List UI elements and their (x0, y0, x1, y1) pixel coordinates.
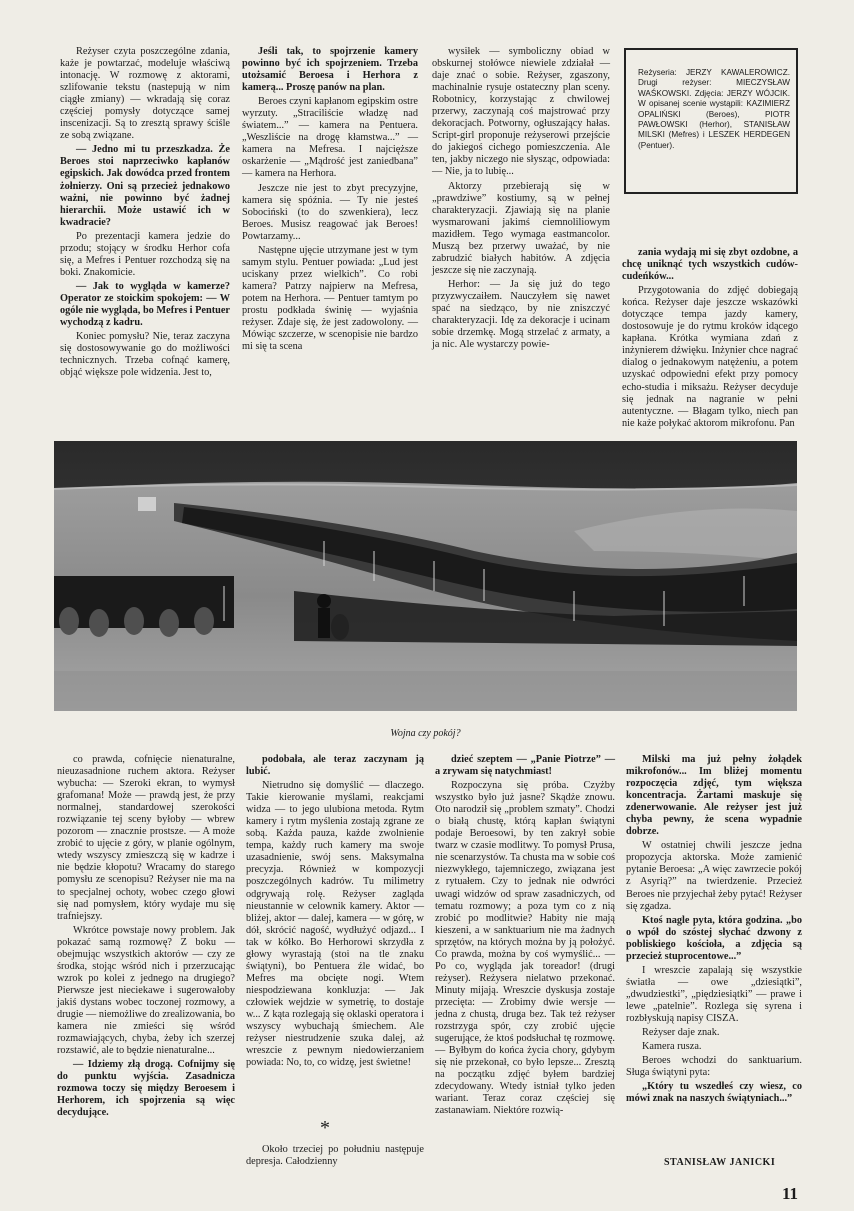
paragraph: Koniec pomysłu? Nie, teraz zaczyna się dostosowywanie go do możliwości technicznych. Trzeba cofnąć kamerę, objąć większe pole widzenia. Jest to, (60, 331, 230, 379)
article-column-2 (242, 46, 418, 416)
paragraph: podobała, ale teraz zaczynam ją lubić. (246, 754, 424, 778)
article-column-5 (57, 754, 235, 1171)
paragraph: Aktorzy przebierają się w „prawdziwe” kostiumy, są w pełnej charakteryzacji. Zjawiają się na planie wysmarowani jakimś ciemnoliliowym mazidłem. Tego wymaga eastmancolor. Muszą bez przerwy uważać, by nie zabrudzić białych habitów. A zdjęcia jeszcze się nie zaczynają. (432, 180, 610, 276)
photo-caption: Wojna czy pokój? (390, 728, 461, 739)
paragraph: Po prezentacji kamera jedzie do przodu; stojący w środku Herhor cofa się, a Mefres i Pentuer rozchodzą się na boki. Znakomicie. (60, 230, 230, 278)
credits-box: Reżyseria: JERZY KAWALEROWICZ. Drugi reżyser: MIECZYSŁAW WAŚKOWSKI. Zdjęcia: JERZY WÓJCIK. W opisanej scenie wystąpili: KAZIMIERZ OPALIŃSKI (Beroes), PIOTR PAWŁOWSKI (Herhor), STANISŁAW MILSKI (Mefres) i LESZEK HERDEGEN (Pentuer). (624, 48, 798, 194)
paragraph: Beroes czyni kapłanom egipskim ostre wyrzuty. „Straciliście władzę nad światem...” — kamera na Pentuera. „Weszliście na drogę kłamstwa...” — kamera na Mefresa. I najcięższe oskarżenie — „Mądrość jest zaniedbana” — kamera na Herhora. (242, 96, 418, 180)
paragraph: Około trzeciej po południu następuje depresja. Całodzienny (246, 1144, 424, 1168)
article-column-8 (626, 754, 802, 1171)
paragraph: Reżyser daje znak. (642, 1027, 720, 1039)
film-still-photo (54, 441, 797, 711)
article-column-1 (60, 46, 230, 391)
paragraph: Reżyser czyta poszczególne zdania, każe je powtarzać, modeluje właściwą intonację. W rozmowę z aktorami, szlifowanie tekstu (nastepują w nim ciągłe zmiany) — wkradają się coraz częściej pomysły dotyczące samej inscenizacji. Są to zresztą sprawy ściśle ze sobą związane. (60, 46, 230, 142)
paragraph: — Idziemy złą drogą. Cofnijmy się do punktu wyjścia. Zasadnicza rozmowa toczy się między Beroesem i Herhorem, ich spojrzenia są więc decydujące. (57, 1059, 235, 1119)
paragraph: Nietrudno się domyślić — dlaczego. Takie kierowanie myślami, reakcjami widza — to jego ulubiona metoda. Rytm kamery i rytm myślenia zostają zgrane ze sobą. Każda pauza, każde zwolnienie tempa, każdy ruch kamery ma swoje uzasadnienie, swój sens. Maksymalna precyzja. Również w kompozycji poszczególnych kadrów. Tu milimetry odgrywają rolę. Reżyser zagląda nieustannie w celownik kamery. Aktor — bliżej, aktor — dalej, kamera — w górę, w dół, skrócić nagość, wydłużyć odjazd... I tak w kółko. Bo Herhorowi skrzydła z głowy wyrastają (stoi na tle znaku świątyni), bo Pentuera źle widać, bo Mefres ma obcięte nogi. Wtem niespodziewana konkluzja: — Jak człowiek wejdzie w symetrię, to dostaje w... Z kąta rozlegają się oklaski operatora i wszyscy wybuchają śmiechem. Ale reżyser niestrudzenie szuka dalej, aż wreszcie z pewnym niedowierzaniem powiada: No, to, co widzę, jest świetne! (246, 780, 424, 1069)
paragraph: Kamera rusza. (642, 1041, 702, 1053)
paragraph: Wkrótce powstaje nowy problem. Jak pokazać samą rozmowę? Z boku — obejmując wszystkich aktorów — czy ze środka, stojąc wśród nich i przerzucając wzrok po kolei z jednego na drugiego? Pierwsze jest nieciekawe i sugerowałoby jakiś dystans wobec toczonej rozmowy, a drugie — niemożliwe do zrealizowania, bo kamera nie zmieści się wśród rozmawiających, chyba, żeby ich szerzej rozstawić, ale to będzie nienaturalne... (57, 924, 235, 1057)
article-column-4 (622, 247, 798, 429)
section-break-asterisk: * (320, 1117, 330, 1139)
paragraph: W ostatniej chwili jeszcze jedna propozycja aktorska. Może zamienić pytanie Beroesa: „A więc zawrzecie pokój z Asyrią?” na twierdzenie. Przecież Beroes nie przyjechał żeby pytać! Reżyser się zgadza. (626, 840, 802, 912)
article-column-3 (432, 46, 610, 421)
paragraph: — Jak to wygląda w kamerze? Operator ze stoickim spokojem: — W ogóle nie wygląda, bo Mefres i Pentuer wychodzą z kadru. (60, 280, 230, 329)
paragraph: Przygotowania do zdjęć dobiegają końca. Reżyser daje jeszcze wskazówki dotyczące tempa jazdy kamery, dostosowuje je do rytmu kroków idącego kapłana. Krótka wymiana zdań z inżynierem dźwięku. Inżynier chce nagrać dialog o jednakowym natężeniu, a potem uzyskać odpowiedni efekt przy pomocy echo-studia i miksażu. Reżyser decyduje się jednak na nagranie w pełni autentyczne. — Błagam tylko, niech pan nie każe połykać aktorom mikrofonu. Pan (622, 285, 798, 429)
paragraph: Następne ujęcie utrzymane jest w tym samym stylu. Pentuer powiada: „Lud jest uciskany przez wielkich”. Co robi kamera? Patrzy najpierw na Mefresa, potem na Herhora. — Pentuer tamtym po prostu podkłada świnię — wyjaśnia reżyser. Zdaje się, że jest zadowolony. — Mówiąc szczerze, w scenopisie nie bardzo mi się ta scena (242, 244, 418, 353)
paragraph: Jeszcze nie jest to zbyt precyzyjne, kamera się spóźnia. — Ty nie jesteś Sobociński (to do szwenkiera), lecz Beroes. Musisz reagować jak Beroes! Powtarzamy... (242, 182, 418, 242)
paragraph: zania wydają mi się zbyt ozdobne, a chcę uniknąć tych wszystkich cudów-cudeńków... (622, 247, 798, 283)
paragraph: — Jedno mi tu przeszkadza. Że Beroes stoi naprzeciwko kapłanów egipskich. Jak dowódca przed frontem żołnierzy. Oni są przecież jednakowo ważni, nie powinno być żadnej hierarchii. Może ustawić ich w kwadracie? (60, 144, 230, 228)
page-number: 11 (782, 1184, 799, 1203)
paragraph: Milski ma już pełny żołądek mikrofonów... Im bliżej momentu rozpoczęcia zdjęć, tym większa koncentracja. Żartami maskuje się zdenerwowanie. Ale reżyser jest już chyba pewny, że scena wypadnie dobrze. (626, 754, 802, 838)
paragraph: Ktoś nagle pyta, która godzina. „bo o wpół do szóstej słychać dzwony z pobliskiego kościoła, a zdjęcia są przecież stuprocentowe...” (626, 914, 802, 962)
article-column-7 (435, 754, 615, 1171)
article-column-6 (246, 754, 424, 1171)
paragraph: Beroes wchodzi do sanktuarium. Sługa świątyni pyta: (626, 1055, 802, 1079)
paragraph: co prawda, cofnięcie nienaturalne, nieuzasadnione ruchem aktora. Reżyser wybucha: — Szeroki ekran, to wymysł grafomana! Może — prawdą jest, że przy normalnej, standardowej szerokości rozwiązanie tej sceny byłoby — wbrew pozorom — znacznie prostsze. — A może zrobić to ujęcie z góry, w planie ogólnym, wtedy wszyscy zmieszczą się w kadrze i nie będzie kłopotu? Wracamy do starego pomysłu ze scenopisu? Reżyser nie ma na to specjalnej ochoty, wobec czego głowi się nad pomysłem, który wydaje mu się trafniejszy. (57, 754, 235, 922)
paragraph: I wreszcie zapalają się wszystkie światła — owe „dziesiątki”, „dwudziestki”, „piędziesiątki” — prawe i lewe „patelnie”. Rozlega się syrena i rozbłyskują napisy CISZA. (626, 964, 802, 1024)
paragraph: Jeśli tak, to spojrzenie kamery powinno być ich spojrzeniem. Trzeba utożsamić Beroesa i Herhora z kamerą... Proszę panów na plan. (242, 46, 418, 94)
paragraph: wysiłek — symboliczny obiad w obskurnej stołówce niewiele zdziałał — daje znać o sobie. Reżyser, zgaszony, machinalnie rysuje ostateczny plan sceny. Robotnicy, korzystając z chwilowej przerwy, zaczynają coś majstrować przy dekoracjach. Potworny, ogłuszający hałas. Script-girl proponuje reżyserowi przejście do jakiegoś cichego pomieszczenia. Ale ten, jakby niczego nie słysząc, odpowiada: — Nie, ja to lubię... (432, 46, 610, 178)
paragraph: dzieć szeptem — „Panie Piotrze” — a zrywam się natychmiast! (435, 754, 615, 778)
article-column-6-tail (246, 1144, 424, 1172)
paragraph: „Który tu wszedłeś czy wiesz, co mówi znak na naszych świątyniach...” (626, 1081, 802, 1105)
paragraph: Rozpoczyna się próba. Czyżby wszystko było już jasne? Skądże znowu. Oto narodził się „problem szmaty”. Chodzi o białą chustę, którą kapłan świątyni podaje Beroesowi, by ten zakrył sobie twarz w czasie modlitwy. To pomysł Prusa, nie scenarzystów. Ta chusta ma w sobie coś niezwykłego, tajemniczego, związana jest z rytuałem. Czy to jednak nie odwróci uwagi widzów od spraw zasadniczych, od tematu rozmowy; a poza tym co z nią zrobić po modlitwie? Habity nie mają kieszeni, a w sanktuarium nie ma żadnych sprzętów, na których można by ją położyć. Co prawda, można by coś wymyślić... — Po co, wygląda jak toreador! (drugi reżyser). Reżysera nielatwo przekonać. Minuty mijają. Wreszcie dyskusja zostaje przecięta: — Zrobimy dwie wersje — jedna z chustą, druga bez. Tak też reżyser rozstrzyga spór, czy zrobić ujęcie sugerujące, że ktoś podsłuchał tę rozmowę. — Byłbym do końca życia chory, gdybym się nie przekonał, co było lepsze... Zresztą na początku zdjęć byłem bardziej zdecydowany. Wtedy istniał tylko jeden wariant. Teraz coraz częściej się zastanawiam. Niektóre rozwią- (435, 780, 615, 1117)
paragraph: Herhor: — Ja się już do tego przyzwyczaiłem. Nauczyłem się nawet spać na siedząco, by nie zniszczyć charakteryzacji. Idę za dekoracje i ucinam sobie drzemkę. Mogą strzelać z armaty, a ja nic. Ale wystarczy powie- (432, 278, 610, 351)
author-signature: STANISŁAW JANICKI (664, 1157, 776, 1168)
